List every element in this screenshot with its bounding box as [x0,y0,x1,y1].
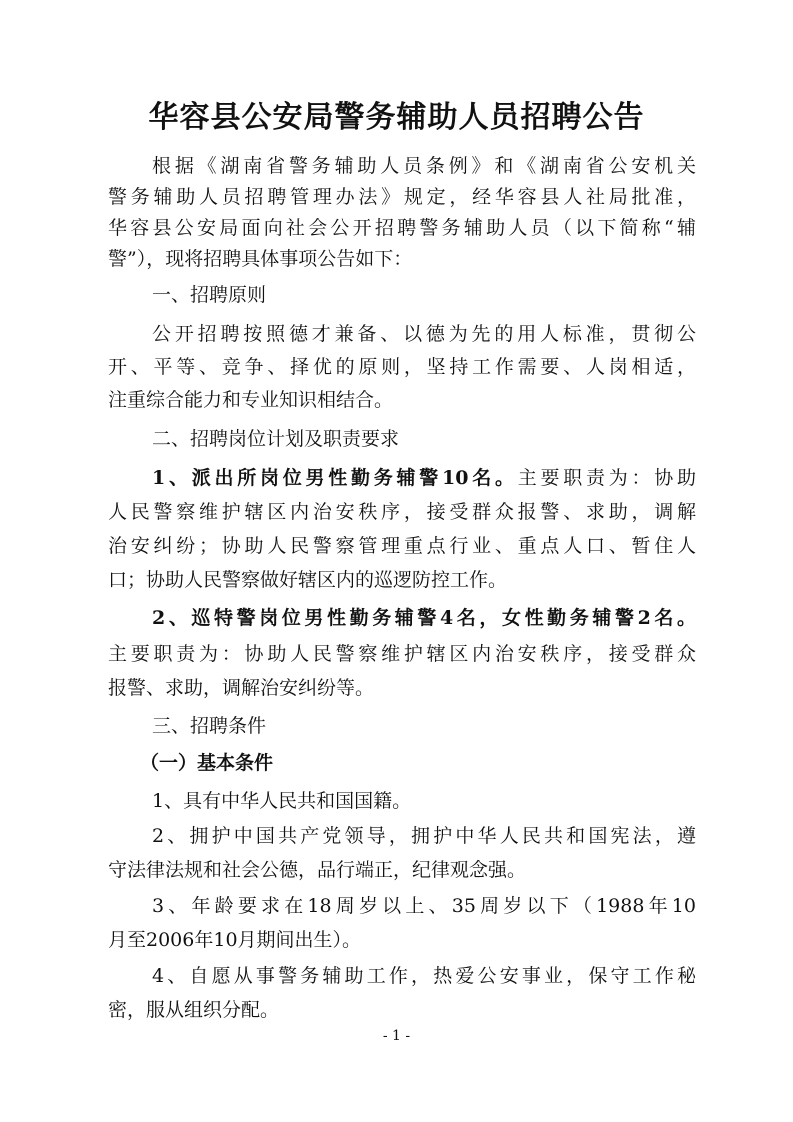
condition-4-line-1: 4、自愿从事警务辅助工作，热爱公安事业，保守工作秘 [152,965,696,987]
section2-item1-title: 1、派出所岗位男性勤务辅警10名。 [152,467,518,489]
section2-item1-line-2: 人民警察维护辖区内治安秩序，接受群众报警、求助，调解 [108,501,696,523]
section3-subheading: （一）基本条件 [140,752,274,774]
section2-item1-line-1 [152,464,696,492]
section1-line-1: 公开招聘按照德才兼备、以德为先的用人标准，贯彻公 [152,323,696,345]
section2-item2-title: 2、巡特警岗位男性勤务辅警4名，女性勤务辅警2名。 [152,607,696,629]
condition-4-line-2: 密，服从组织分配。 [108,999,280,1021]
document-title: 华容县公安局警务辅助人员招聘公告 [148,100,645,135]
section3-heading: 三、招聘条件 [152,715,267,737]
intro-line-3: 华容县公安局面向社会公开招聘警务辅助人员（以下简称“辅 [108,217,696,239]
condition-1: 1、具有中华人民共和国国籍。 [152,790,412,812]
condition-3-line-1: 3、年龄要求在18周岁以上、35周岁以下（1988年10 [152,895,696,917]
condition-3-line-2: 月至2006年10月期间出生）。 [108,929,362,951]
section2-item2-line-2: 报警、求助，调解治安纠纷等。 [108,677,375,699]
intro-line-4: 警”），现将招聘具体事项公告如下： [108,248,413,270]
section2-item1-line-3: 治安纠纷；协助人民警察管理重点行业、重点人口、暂住人 [108,535,696,557]
condition-2-line-1: 2、拥护中国共产党领导，拥护中华人民共和国宪法，遵 [152,825,696,847]
section2-item1-lead: 主要职责为：协助 [517,467,696,489]
section2-heading: 二、招聘岗位计划及职责要求 [152,428,400,450]
intro-line-1: 根据《湖南省警务辅助人员条例》和《湖南省公安机关 [152,155,696,177]
section1-heading: 一、招聘原则 [152,284,267,306]
section1-line-2: 开、平等、竞争、择优的原则，坚持工作需要、人岗相适， [108,356,696,378]
section1-line-3: 注重综合能力和专业知识相结合。 [108,389,394,411]
page-number: - 1 - [382,1028,411,1044]
section2-item1-line-4: 口；协助人民警察做好辖区内的巡逻防控工作。 [108,569,508,591]
condition-2-line-2: 守法律法规和社会公德，品行端正，纪律观念强。 [108,859,527,881]
intro-line-2: 警务辅助人员招聘管理办法》规定，经华容县人社局批准， [108,186,696,208]
section2-item2-line-1: 主要职责为：协助人民警察维护辖区内治安秩序，接受群众 [108,643,696,665]
